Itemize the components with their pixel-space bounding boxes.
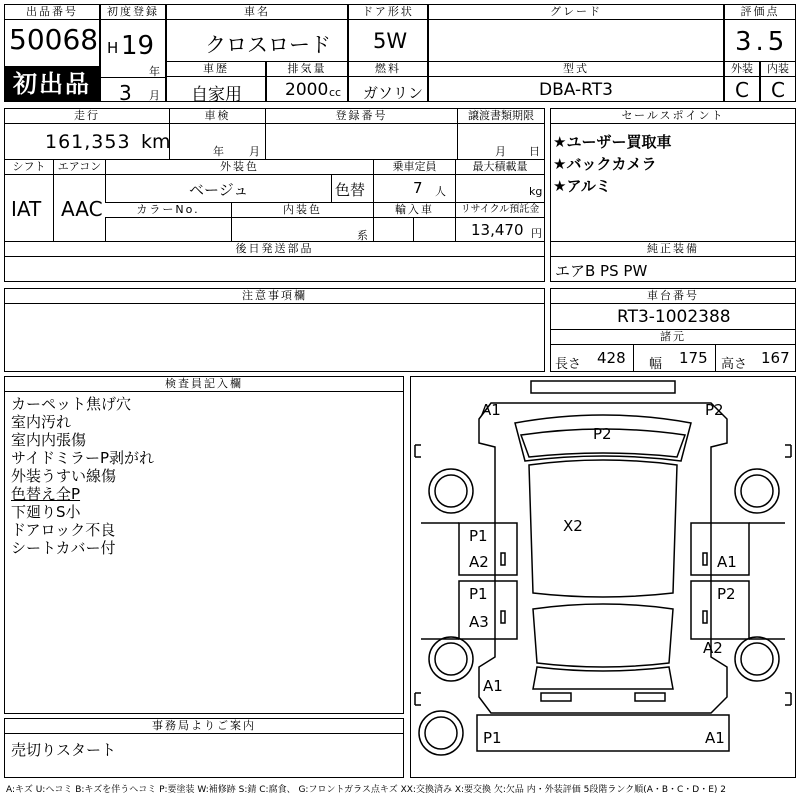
mark-right-front-door: A1	[717, 553, 737, 571]
import-label: 輸入車	[373, 203, 455, 218]
height-value: 167	[761, 349, 790, 367]
equipment-box	[550, 241, 796, 282]
inspector-note: ドアロック不良	[11, 521, 116, 539]
mark-right-rear-fender: A2	[703, 639, 723, 657]
mark-front-right: P2	[705, 401, 724, 419]
month-unit: 月	[149, 89, 160, 102]
sales-point-3: ★アルミ	[553, 177, 611, 195]
sales-points-label: セールスポイント	[551, 109, 795, 124]
mark-roof: X2	[563, 517, 583, 535]
door-type: 5W	[373, 29, 408, 53]
displacement-box	[266, 61, 348, 102]
mark-rear-right: A1	[705, 729, 725, 747]
width-label: 幅	[649, 357, 663, 372]
mark-left-front-door-p: P1	[469, 527, 488, 545]
fuel-value: ガソリン	[363, 84, 424, 102]
height-label: 高さ	[721, 357, 748, 372]
mark-left-rear-door-a: A3	[469, 613, 489, 631]
car-name-box	[166, 4, 348, 62]
displacement-label: 排気量	[267, 62, 347, 77]
color-change: 色替	[335, 181, 366, 199]
inspection-month-unit: 月	[249, 145, 260, 158]
load-unit: kg	[529, 185, 543, 198]
car-name-label: 車名	[167, 5, 347, 20]
ac-label: エアコン	[53, 160, 105, 175]
inspector-note: 室内内張傷	[11, 431, 87, 449]
dims-label: 諸元	[551, 330, 795, 345]
displacement-unit: cc	[329, 86, 342, 99]
recycle-value: 13,470	[471, 221, 524, 239]
mark-front-left: A1	[481, 401, 501, 419]
sales-point-1: ★ユーザー買取車	[553, 133, 672, 151]
length-value: 428	[597, 349, 626, 367]
model-value: DBA-RT3	[539, 80, 613, 100]
inspector-note: カーペット焦げ穴	[11, 395, 132, 413]
lot-number: 50068	[9, 23, 99, 56]
mileage-unit: km	[141, 131, 171, 153]
inspection-label: 車検	[169, 109, 265, 124]
legend: A:キズ U:ヘコミ B:キズを伴うヘコミ P:要塗装 W:補修跡 S:錆 C:腐食、 G:フロントガラス点キズ XX:交換済み X:要交換 欠:欠品 内・外装評価 5段階ランク順(A・B・C・D・E) 2	[6, 785, 727, 795]
int-grade-value: C	[771, 78, 785, 102]
ext-grade-label: 外装	[725, 62, 759, 77]
lot-label: 出品番号	[5, 5, 99, 20]
mark-left-front-door-a: A2	[469, 553, 489, 571]
first-reg-box	[100, 4, 166, 105]
recycle-unit: 円	[531, 227, 542, 240]
mark-left-rear-door-p: P1	[469, 585, 488, 603]
reg-year: 19	[121, 31, 155, 61]
ext-color-value: ベージュ	[189, 181, 249, 199]
chassis-number: RT3-1002388	[617, 307, 731, 327]
mark-hood: P2	[593, 425, 612, 443]
transfer-label: 譲渡書類期限	[457, 109, 544, 124]
model-label: 型式	[429, 62, 723, 77]
office-box	[4, 718, 404, 778]
reg-no-label: 登録番号	[265, 109, 457, 124]
inspector-note: サイドミラーP剥がれ	[11, 449, 154, 467]
int-grade-box	[760, 61, 796, 102]
sales-points-box	[550, 108, 796, 242]
ac-value: AAC	[61, 197, 103, 221]
year-unit: 年	[149, 65, 160, 78]
inspector-label: 検査員記入欄	[5, 377, 403, 392]
shift-value: IAT	[11, 197, 42, 221]
door-box	[348, 4, 428, 62]
score-label: 評価点	[725, 5, 795, 20]
equipment-value: エアB PS PW	[555, 262, 648, 280]
era: H	[107, 39, 119, 57]
fuel-label: 燃料	[349, 62, 427, 77]
length-label: 長さ	[555, 357, 582, 372]
office-label: 事務局よりご案内	[5, 719, 403, 734]
history-label: 車歴	[167, 62, 265, 77]
score-value: 3.5	[735, 27, 789, 57]
model-box	[428, 61, 724, 102]
inspector-note: 外装うすい線傷	[11, 467, 117, 485]
ext-grade-box	[724, 61, 760, 102]
car-diagram	[410, 376, 796, 778]
mark-rear-left: P1	[483, 729, 502, 747]
displacement-value: 2000	[285, 80, 329, 100]
details-box	[4, 108, 545, 242]
later-parts-box	[4, 241, 545, 282]
fuel-box	[348, 61, 428, 102]
score-box	[724, 4, 796, 62]
seats-unit: 人	[435, 185, 446, 198]
chassis-label: 車台番号	[551, 289, 795, 304]
reg-month: 3	[119, 81, 132, 105]
sales-point-2: ★バックカメラ	[553, 155, 657, 173]
later-parts-label: 後日発送部品	[5, 242, 544, 257]
transfer-month-unit: 月	[495, 145, 506, 158]
mark-left-rear-fender: A1	[483, 677, 503, 695]
inspector-note: 色替え全P	[11, 485, 81, 503]
ext-grade-value: C	[735, 78, 749, 102]
equipment-label: 純正装備	[551, 242, 795, 257]
recycle-label: リサイクル預託金	[455, 203, 544, 218]
car-name: クロスロード	[205, 33, 331, 57]
transfer-day-unit: 日	[529, 145, 540, 158]
inspection-year-unit: 年	[213, 145, 224, 158]
seats-value: 7	[413, 179, 423, 197]
load-label: 最大積載量	[455, 160, 544, 175]
door-label: ドア形状	[349, 5, 427, 20]
seats-label: 乗車定員	[373, 160, 455, 175]
width-value: 175	[679, 349, 708, 367]
history-value: 自家用	[191, 85, 242, 105]
grade-label: グレード	[429, 5, 723, 20]
color-no-label: カラーNo.	[105, 203, 231, 218]
caution-box	[4, 288, 545, 372]
int-color-unit: 系	[357, 229, 368, 242]
first-reg-label: 初度登録	[101, 5, 165, 20]
inspector-note: 室内汚れ	[11, 413, 72, 431]
chassis-box	[550, 288, 796, 372]
first-listing-badge: 初出品	[4, 66, 100, 102]
shift-label: シフト	[5, 160, 53, 175]
inspector-box	[4, 376, 404, 714]
ext-color-label: 外装色	[105, 160, 373, 175]
inspector-note: 下廻りS小	[11, 503, 81, 521]
mark-right-rear-door: P2	[717, 585, 736, 603]
mileage-value: 161,353	[45, 131, 131, 153]
int-color-label: 内装色	[231, 203, 373, 218]
int-grade-label: 内装	[761, 62, 795, 77]
mileage-label: 走行	[5, 109, 169, 124]
history-box	[166, 61, 266, 105]
caution-label: 注意事項欄	[5, 289, 544, 304]
inspector-note: シートカバー付	[11, 539, 116, 557]
grade-box	[428, 4, 724, 62]
office-note: 売切りスタート	[11, 741, 117, 759]
